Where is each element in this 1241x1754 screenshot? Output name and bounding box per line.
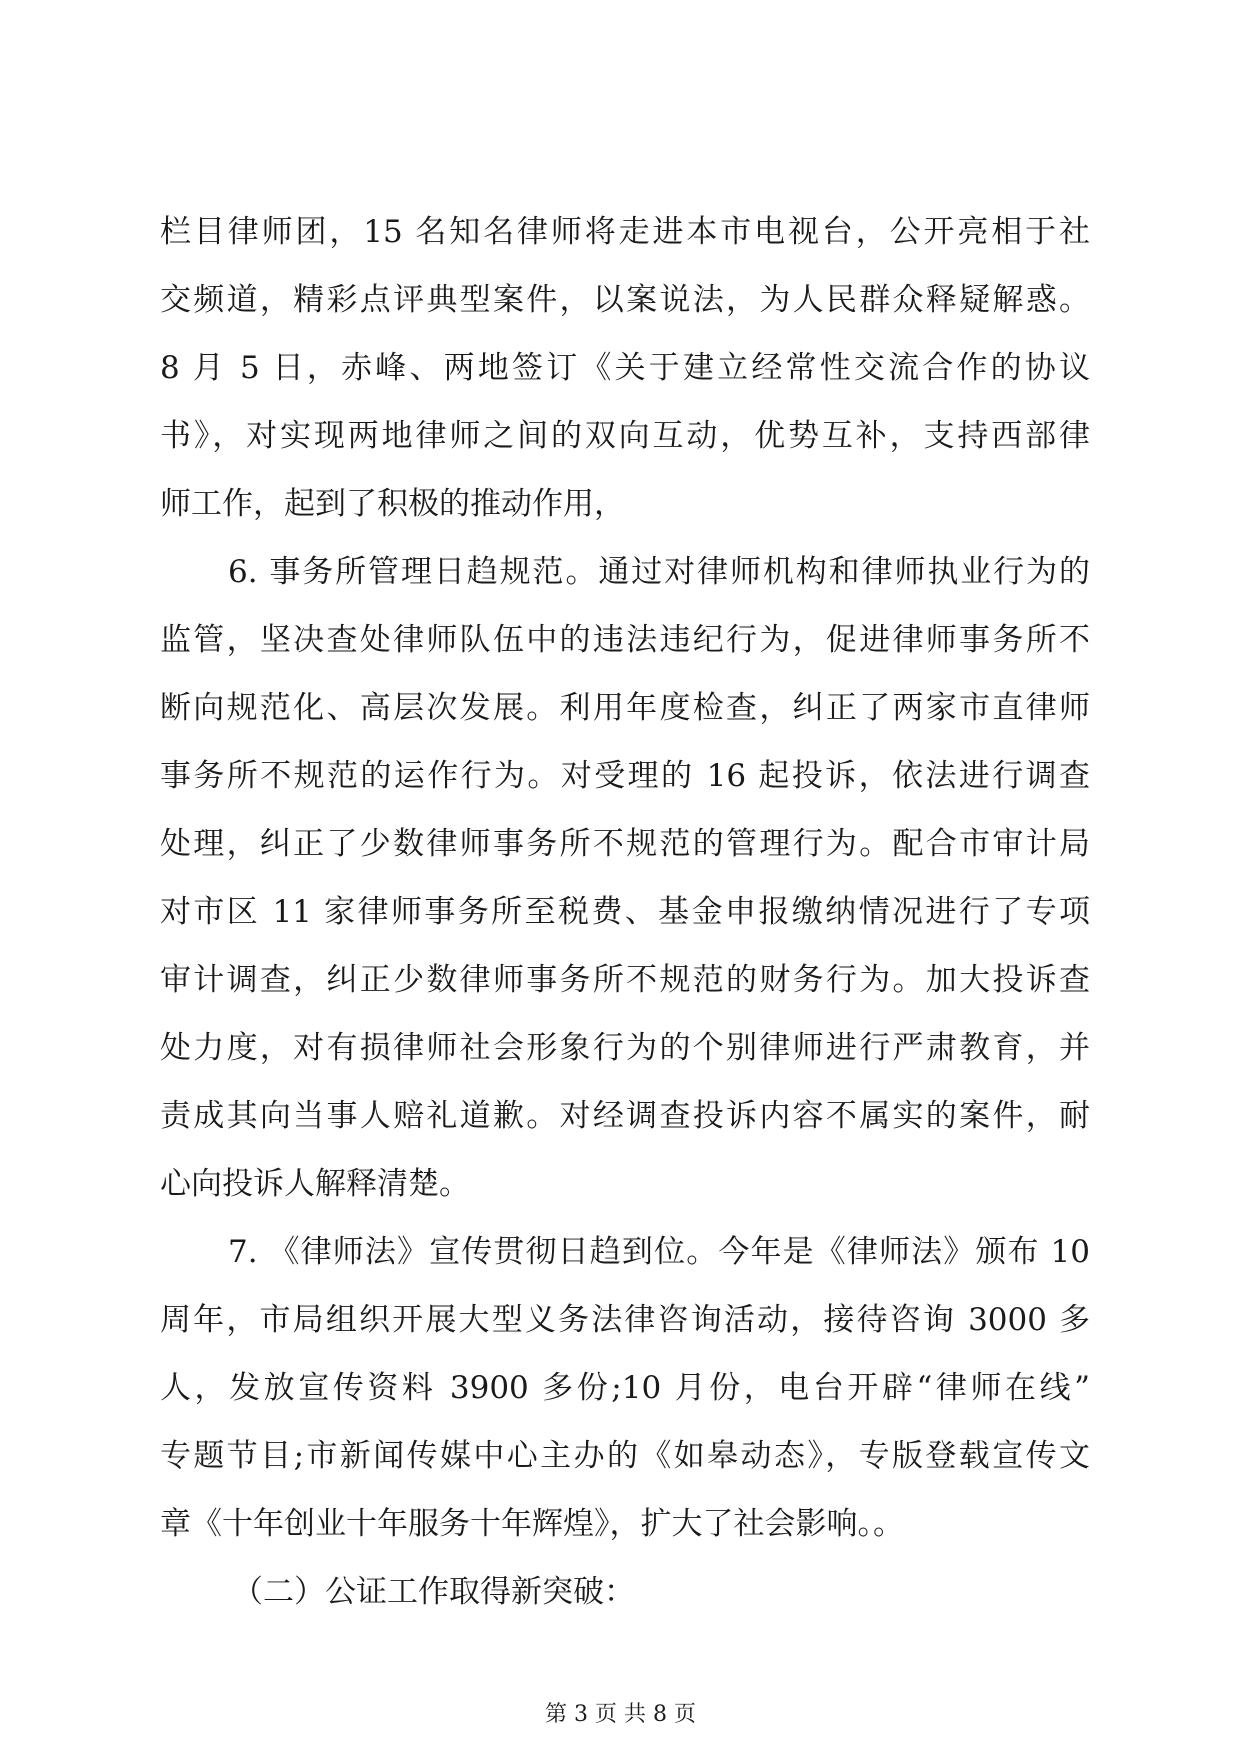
body-line: 处理，纠正了少数律师事务所不规范的管理行为。配合市审计局 <box>160 826 1090 862</box>
page-footer: 第 3 页 共 8 页 <box>545 1702 696 1727</box>
body-line: 章《十年创业十年服务十年辉煌》，扩大了社会影响。。 <box>160 1506 904 1542</box>
body-line: 事务所不规范的运作行为。对受理的 16 起投诉，依法进行调查 <box>160 758 1090 794</box>
body-line: 心向投诉人解释清楚。 <box>160 1166 470 1202</box>
paragraph-7-first-line: 7. 《律师法》宣传贯彻日趋到位。今年是《律师法》颁布 10 <box>228 1234 1090 1270</box>
body-line: 责成其向当事人赔礼道歉。对经调查投诉内容不属实的案件，耐 <box>160 1098 1090 1134</box>
body-line: 审计调查，纠正少数律师事务所不规范的财务行为。加大投诉查 <box>160 962 1090 998</box>
paragraph-6-first-line: 6. 事务所管理日趋规范。通过对律师机构和律师执业行为的 <box>228 554 1090 590</box>
body-line: 栏目律师团，15 名知名律师将走进本市电视台，公开亮相于社 <box>160 214 1090 250</box>
body-line: 人，发放宣传资料 3900 多份;10 月份，电台开辟“律师在线” <box>160 1370 1090 1406</box>
body-line: 师工作，起到了积极的推动作用， <box>160 486 625 522</box>
body-line: 监管，坚决查处律师队伍中的违法违纪行为，促进律师事务所不 <box>160 622 1090 658</box>
body-line: 周年，市局组织开展大型义务法律咨询活动，接待咨询 3000 多 <box>160 1302 1090 1338</box>
body-line: 8 月 5 日，赤峰、两地签订《关于建立经常性交流合作的协议 <box>160 350 1090 386</box>
body-line: 对市区 11 家律师事务所至税费、基金申报缴纳情况进行了专项 <box>160 894 1090 930</box>
body-line: 断向规范化、高层次发展。利用年度检查，纠正了两家市直律师 <box>160 690 1090 726</box>
body-line: 专题节目;市新闻传媒中心主办的《如皋动态》，专版登载宣传文 <box>160 1438 1090 1474</box>
body-line: 书》，对实现两地律师之间的双向互动，优势互补，支持西部律 <box>160 418 1090 454</box>
section-heading: （二）公证工作取得新突破： <box>232 1574 635 1610</box>
body-line: 交频道，精彩点评典型案件，以案说法，为人民群众释疑解惑。 <box>160 282 1090 318</box>
body-line: 处力度，对有损律师社会形象行为的个别律师进行严肃教育，并 <box>160 1030 1090 1066</box>
